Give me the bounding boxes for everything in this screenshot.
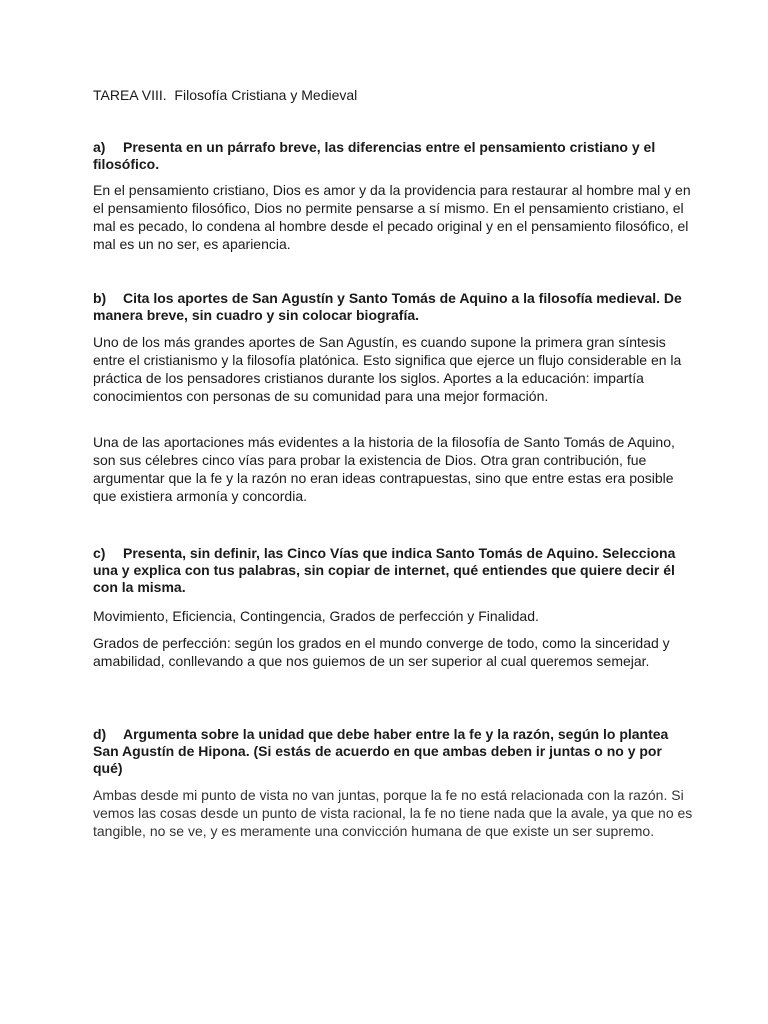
question-b xyxy=(93,290,693,324)
question-b-text: Cita los aportes de San Agustín y Santo Tomás de Aquino a la filosofía medieval. De manera breve, sin cuadro y sin colocar biografía. xyxy=(93,290,682,323)
answer-b-paragraph-1: Uno de los más grandes aportes de San Agustín, es cuando supone la primera gran síntesis entre el cristianismo y la filosofía platónica. Esto significa que ejerce un flujo considerable en la práctica de los pensadores cristianos durante los siglos. Aportes a la educación: impartía conocimientos con personas de su comunidad para una mejor formación. xyxy=(93,334,682,404)
question-a-text: Presenta en un párrafo breve, las diferencias entre el pensamiento cristiano y el filosófico. xyxy=(93,139,656,172)
question-d-text: Argumenta sobre la unidad que debe haber entre la fe y la razón, según lo plantea San Agustín de Hipona. (Si estás de acuerdo en que ambas deben ir juntas o no y por qué) xyxy=(93,726,669,776)
question-c-label: c) xyxy=(93,545,106,561)
answer-c-paragraph-2: Grados de perfección: según los grados en el mundo converge de todo, como la sinceridad y amabilidad, conllevando a que nos guiemos de un ser superior al cual queremos semejar. xyxy=(93,635,670,669)
answer-d-paragraph-1: Ambas desde mi punto de vista no van juntas, porque la fe no está relacionada con la razón. Si vemos las cosas desde un punto de vista racional, la fe no tiene nada que la avale, ya que no es tangible, no se ve, y es meramente una convicción humana de que existe un ser supremo. xyxy=(93,787,693,839)
answer-c-paragraph-1: Movimiento, Eficiencia, Contingencia, Grados de perfección y Finalidad. xyxy=(93,608,539,624)
question-b-label: b) xyxy=(93,290,107,306)
question-a-label: a) xyxy=(93,139,106,155)
question-a xyxy=(93,139,693,173)
document-title: TAREA VIII. Filosofía Cristiana y Medieval xyxy=(93,87,358,103)
question-d xyxy=(93,726,693,777)
question-c xyxy=(93,545,693,596)
answer-b-paragraph-2: Una de las aportaciones más evidentes a la historia de la filosofía de Santo Tomás de Aquino, son sus célebres cinco vías para probar la existencia de Dios. Otra gran contribución, fue argumentar que la fe y la razón no eran ideas contrapuestas, sino que entre estas era posible que existiera armonía y concordia. xyxy=(93,434,675,504)
question-c-text: Presenta, sin definir, las Cinco Vías que indica Santo Tomás de Aquino. Selecciona una y explica con tus palabras, sin copiar de internet, qué entiendes que quiere decir él con la misma. xyxy=(93,545,676,595)
question-d-label: d) xyxy=(93,726,107,742)
answer-a-paragraph-1: En el pensamiento cristiano, Dios es amor y da la providencia para restaurar al hombre mal y en el pensamiento filosófico, Dios no permite pensarse a sí mismo. En el pensamiento cristiano, el mal es pecado, lo condena al hombre desde el pecado original y en el pensamiento filosófico, el mal es un no ser, es apariencia. xyxy=(93,182,691,252)
